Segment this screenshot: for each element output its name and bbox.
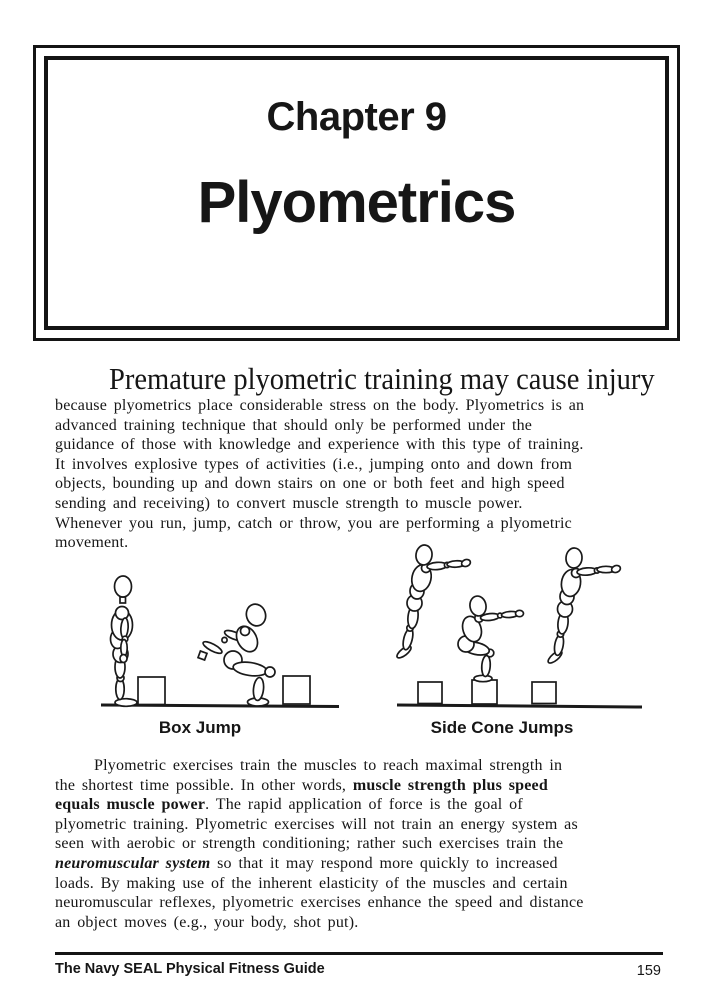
text-line: an object moves (e.g., your body, shot put). xyxy=(55,913,359,931)
footer-book-title: The Navy SEAL Physical Fitness Guide xyxy=(55,961,325,977)
text-line: neuromuscular system so that it may respond more quickly to increased xyxy=(55,854,558,872)
text-line: equals muscle power. The rapid application of force is the goal of xyxy=(55,796,523,814)
stick-figure-standing xyxy=(111,576,138,706)
stick-figure-jumping-right xyxy=(546,547,621,665)
intro-paragraph xyxy=(55,362,659,553)
footer-page-number: 159 xyxy=(636,963,661,979)
text-line: because plyometrics place considerable stress on the body. Plyometrics is an xyxy=(55,397,585,414)
text-line: sending and receiving) to convert muscle strength to muscle power. xyxy=(55,494,523,512)
footer-rule xyxy=(55,952,663,955)
text-line: neuromuscular reflexes, plyometric exercises enhance the speed and distance xyxy=(55,894,584,912)
ground-line xyxy=(101,705,339,707)
text-line: the shortest time possible. In other words, muscle strength plus speed xyxy=(55,776,548,794)
figure-box-jump xyxy=(95,548,345,710)
figure-caption-box-jump: Box Jump xyxy=(158,718,242,737)
text-line: loads. By making use of the inherent elasticity of the muscles and certain xyxy=(55,874,568,892)
cone-box-left xyxy=(418,682,442,704)
jump-box-left xyxy=(138,677,165,705)
ground-line xyxy=(397,705,642,707)
warning-heading: Premature plyometric training may cause injury xyxy=(109,361,655,396)
jump-box-right xyxy=(283,676,310,704)
text-line: movement. xyxy=(55,534,129,552)
chapter-title-box xyxy=(33,45,680,341)
text-line: advanced training technique that should only be performed under the xyxy=(55,416,533,434)
body-paragraph xyxy=(55,756,659,932)
stick-figure-on-box xyxy=(458,595,524,682)
figure-side-cone-jumps xyxy=(390,540,670,712)
text-line: It involves explosive types of activities (i.e., jumping onto and down from xyxy=(55,455,573,473)
text-line: objects, bounding up and down stairs on one or both feet and high speed xyxy=(55,475,565,493)
chapter-title: Plyometrics xyxy=(197,170,516,235)
intro-paragraph-lines xyxy=(55,396,659,553)
cone-box-middle xyxy=(472,680,497,704)
text-line: guidance of those with knowledge and experience with this type of training. xyxy=(55,436,584,454)
text-line: plyometric training. Plyometric exercises will not train an energy system as xyxy=(55,815,578,833)
cone-box-right xyxy=(532,682,556,704)
stick-figure-crouched xyxy=(198,602,275,706)
text-line: Plyometric exercises train the muscles to reach maximal strength in xyxy=(94,757,563,774)
figure-caption-side-cone-jumps: Side Cone Jumps xyxy=(430,718,574,737)
text-line: Whenever you run, jump, catch or throw, you are performing a plyometric xyxy=(55,514,572,532)
text-line: seen with aerobic or strength conditioning; rather such exercises train the xyxy=(55,835,564,853)
chapter-number: Chapter 9 xyxy=(266,95,447,139)
